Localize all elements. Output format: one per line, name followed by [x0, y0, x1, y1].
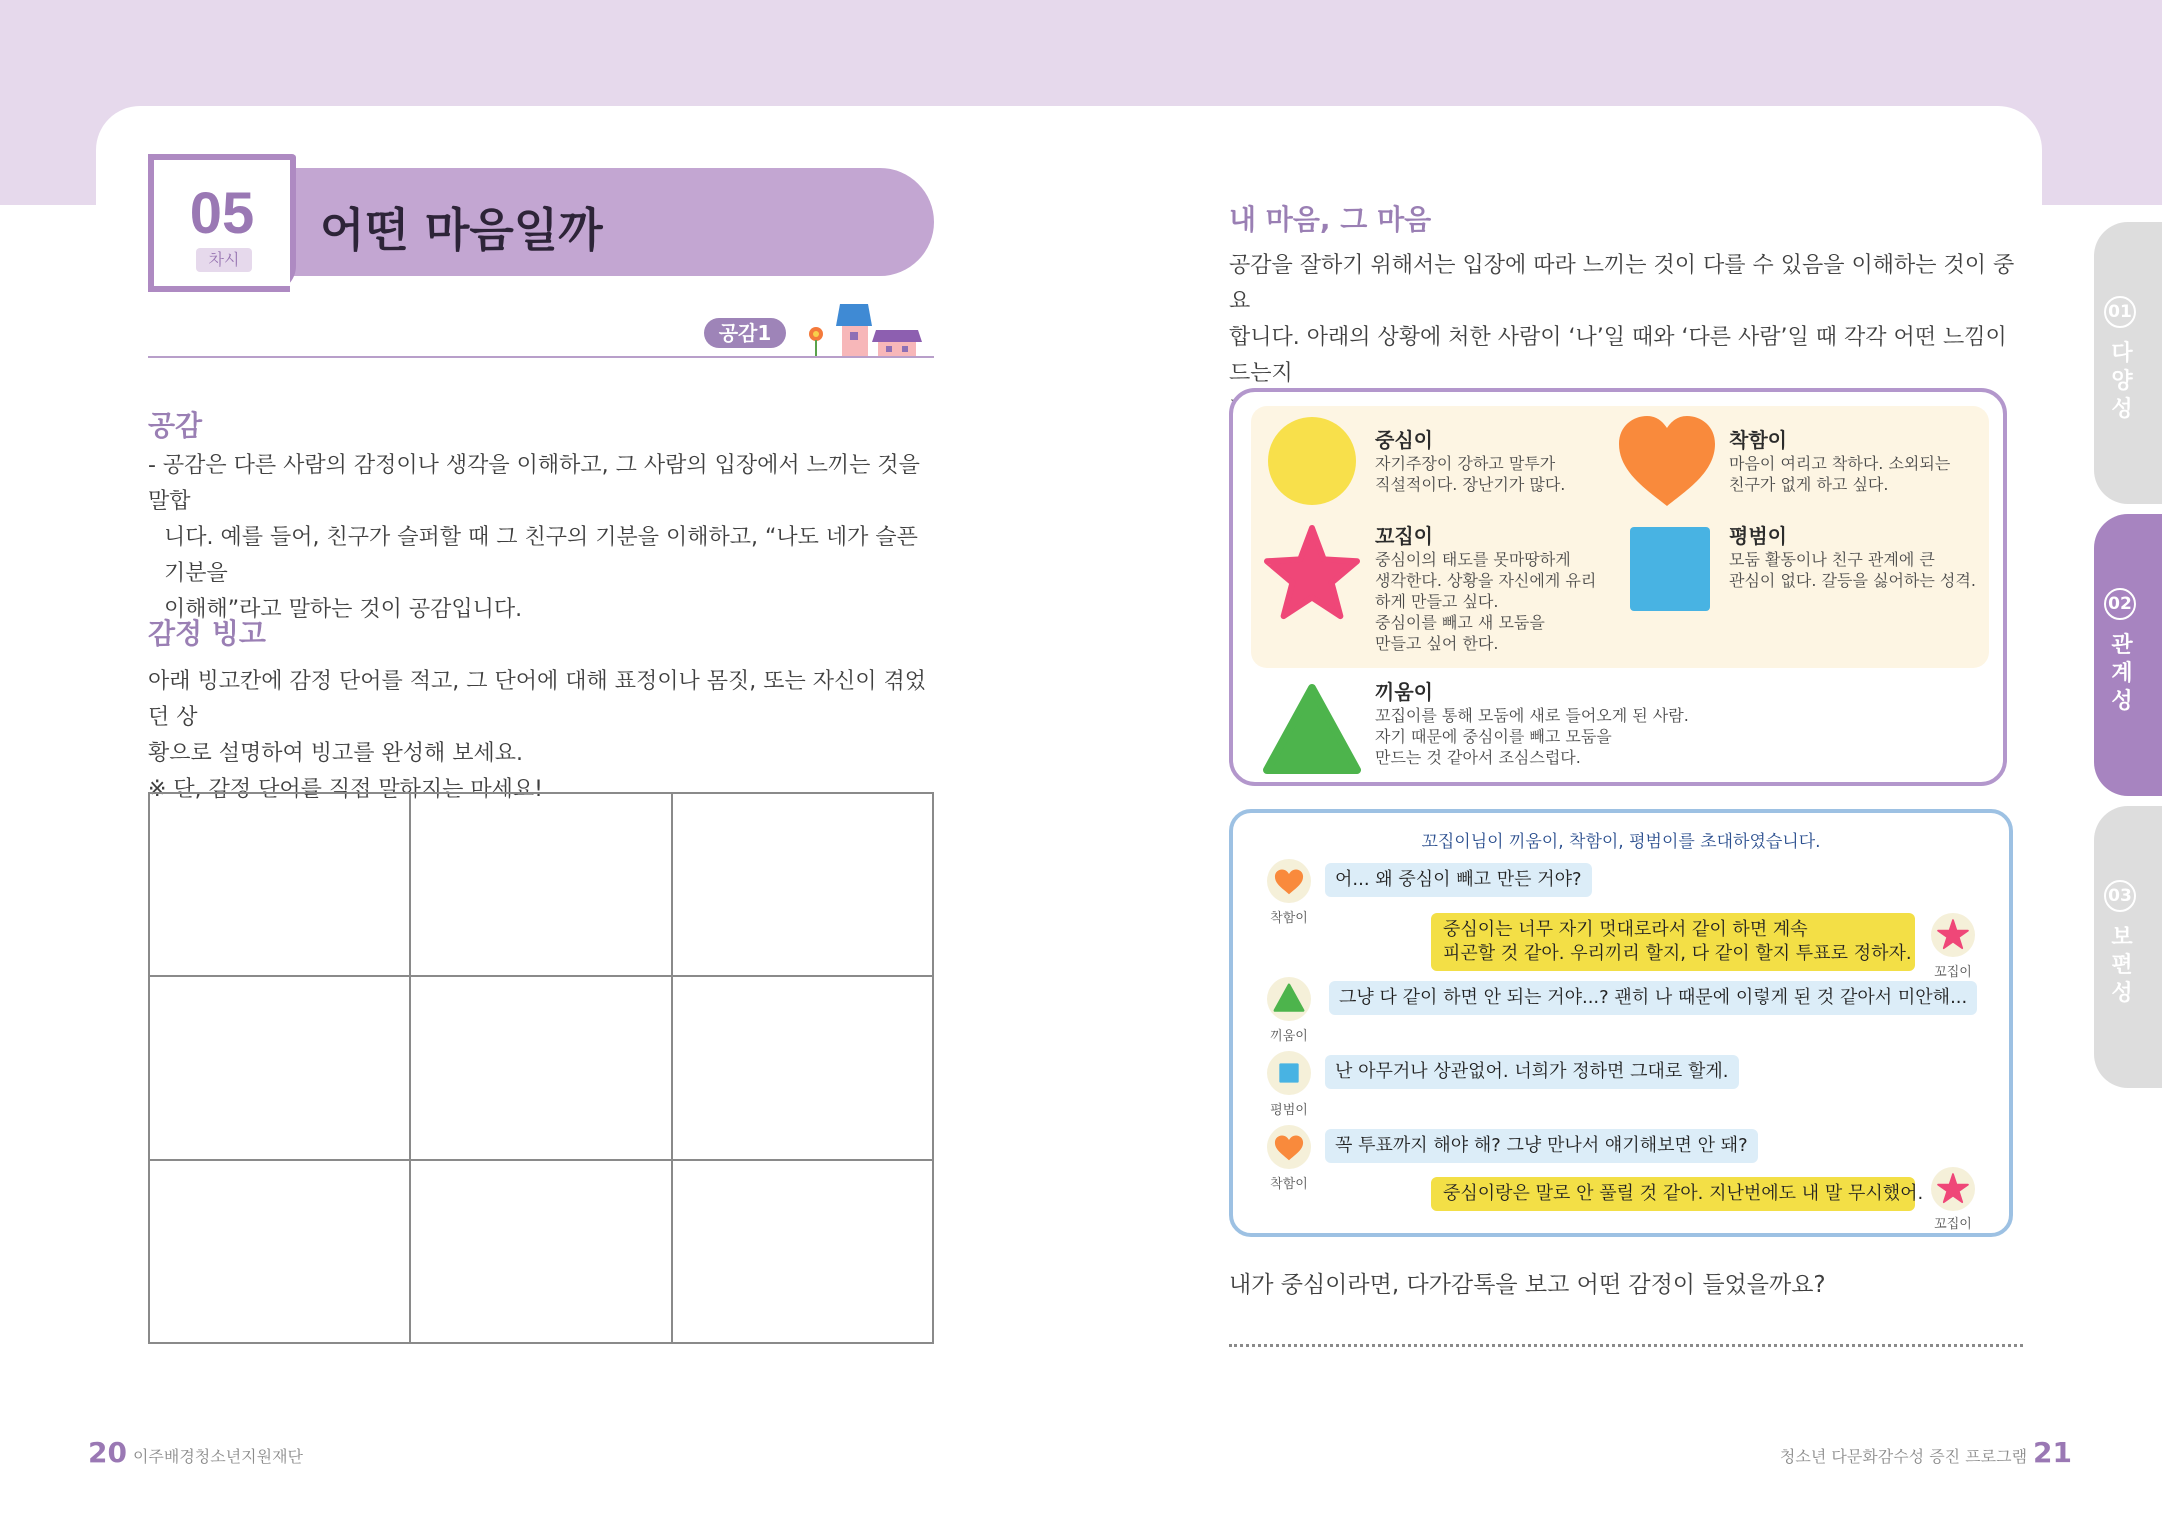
tab-label: 다 양 성	[2111, 341, 2133, 422]
chapter-label: 차시	[196, 248, 252, 272]
chat-message: 난 아무거나 상관없어. 너희가 정하면 그대로 할게.	[1325, 1055, 1739, 1089]
speaker-name: 평범이	[1270, 1103, 1308, 1118]
empathy-text	[148, 448, 938, 628]
page-title: 어떤 마음일까	[320, 203, 603, 257]
tab-number: 03	[2104, 880, 2136, 912]
character-desc: 꼬집이를 통해 모둠에 새로 들어오게 된 사람.	[1375, 706, 1689, 725]
character-name: 꼬집이	[1375, 524, 1433, 548]
bingo-cell[interactable]	[149, 793, 410, 976]
chat-message-own	[1431, 913, 1915, 971]
speaker-name: 착함이	[1270, 911, 1308, 926]
character-desc: 관심이 없다. 갈등을 싫어하는 성격.	[1729, 571, 1976, 590]
character-desc: 자기주장이 강하고 말투가	[1375, 454, 1556, 473]
bingo-instructions	[148, 664, 938, 808]
bingo-cell[interactable]	[672, 1160, 933, 1343]
bingo-grid	[148, 792, 934, 1344]
orange-heart-icon	[1267, 1125, 1311, 1169]
character-desc: 직설적이다. 장난기가 많다.	[1375, 475, 1566, 494]
text-line: 니다. 예를 들어, 친구가 슬퍼할 때 그 친구의 기분을 이해하고, “나도 네가 슬픈 기분을	[164, 525, 918, 586]
section-heading-my-heart: 내 마음, 그 마음	[1229, 203, 1432, 236]
avatar-kkium	[1267, 977, 1311, 1021]
character-desc: 하게 만들고 싶다.	[1375, 592, 1499, 611]
bingo-cell[interactable]	[149, 1160, 410, 1343]
yellow-circle-icon	[1267, 416, 1357, 506]
bingo-cell[interactable]	[149, 976, 410, 1159]
tab-label: 관 계 성	[2111, 633, 2133, 714]
tab-number: 01	[2104, 296, 2136, 328]
character-kkojip	[1375, 520, 1596, 654]
text-line: 황으로 설명하여 빙고를 완성해 보세요.	[148, 741, 523, 766]
page-number: 20	[88, 1436, 127, 1469]
chat-message: 꼭 투표까지 해야 해? 그냥 만나서 얘기해보면 안 돼?	[1325, 1129, 1758, 1163]
village-illustration-icon	[800, 300, 924, 360]
text-line: 공감을 잘하기 위해서는 입장에 따라 느끼는 것이 다를 수 있음을 이해하는 것이 중요	[1229, 253, 2015, 314]
character-panel	[1229, 388, 2007, 786]
answer-line[interactable]	[1229, 1344, 2023, 1347]
character-name: 착함이	[1729, 428, 1787, 452]
pink-star-icon	[1931, 1167, 1975, 1211]
blue-square-icon	[1629, 526, 1711, 612]
character-desc: 마음이 여리고 착하다. 소외되는	[1729, 454, 1951, 473]
section-heading-empathy: 공감	[148, 409, 203, 442]
character-name: 평범이	[1729, 524, 1787, 548]
chat-window	[1229, 809, 2013, 1237]
tab-number: 02	[2104, 588, 2136, 620]
bingo-cell[interactable]	[410, 1160, 671, 1343]
speaker-name: 꼬집이	[1934, 965, 1972, 980]
footer-title: 청소년 다문화감수성 증진 프로그램	[1779, 1447, 2028, 1466]
character-name: 끼움이	[1375, 680, 1433, 704]
speaker-name: 끼움이	[1270, 1029, 1308, 1044]
character-pyeongbeom	[1729, 520, 1976, 591]
avatar-chakham	[1267, 1125, 1311, 1169]
topic-tag: 공감1	[704, 318, 786, 348]
pink-star-icon	[1931, 913, 1975, 957]
chat-message: 어... 왜 중심이 빼고 만든 거야?	[1325, 863, 1592, 897]
footer-right	[1780, 1436, 2072, 1469]
divider	[148, 356, 934, 358]
character-desc: 친구가 없게 하고 싶다.	[1729, 475, 1889, 494]
text-line: 이해해”라고 말하는 것이 공감입니다.	[164, 597, 523, 622]
character-desc: 만들고 싶어 한다.	[1375, 634, 1499, 653]
character-chakham	[1729, 424, 1950, 495]
blue-square-icon	[1267, 1051, 1311, 1095]
chat-header: 꼬집이님이 끼움이, 착함이, 평범이를 초대하였습니다.	[1421, 832, 1821, 852]
text-line: ※ 단, 감정 단어를 직접 말하지는 마세요!	[148, 777, 543, 802]
bingo-cell[interactable]	[410, 793, 671, 976]
side-tab-universality[interactable]	[2094, 806, 2162, 1088]
chat-message: 그냥 다 같이 하면 안 되는 거야...? 괜히 나 때문에 이렇게 된 것 같아서 미안해...	[1329, 981, 1977, 1015]
chat-line: 피곤할 것 같아. 우리끼리 할지, 다 같이 할지 투표로 정하자.	[1443, 943, 1912, 964]
avatar-pyeongbeom	[1267, 1051, 1311, 1095]
text-line: 아래 빙고칸에 감정 단어를 적고, 그 단어에 대해 표정이나 몸짓, 또는 자신이 겪었던 상	[148, 669, 926, 730]
text-line: - 공감은 다른 사람의 감정이나 생각을 이해하고, 그 사람의 입장에서 느끼는 것을 말합	[148, 453, 920, 514]
footer-left	[88, 1436, 303, 1469]
chat-message-own: 중심이랑은 말로 안 풀릴 것 같아. 지난번에도 내 말 무시했어.	[1431, 1177, 1915, 1211]
chapter-number: 05	[189, 181, 255, 246]
pink-star-icon	[1263, 524, 1361, 622]
side-tab-diversity[interactable]	[2094, 222, 2162, 504]
page-number: 21	[2033, 1436, 2072, 1469]
character-desc: 중심이를 빼고 새 모둠을	[1375, 613, 1545, 632]
footer-org: 이주배경청소년지원재단	[132, 1447, 303, 1466]
speaker-name: 착함이	[1270, 1177, 1308, 1192]
green-triangle-icon	[1267, 977, 1311, 1021]
character-kkium	[1375, 676, 1689, 768]
bingo-cell[interactable]	[410, 976, 671, 1159]
side-tab-relationship[interactable]	[2094, 514, 2162, 796]
orange-heart-icon	[1267, 859, 1311, 903]
character-desc: 만드는 것 같아서 조심스럽다.	[1375, 748, 1581, 767]
character-desc: 자기 때문에 중심이를 빼고 모둠을	[1375, 727, 1612, 746]
avatar-chakham	[1267, 859, 1311, 903]
title-banner	[284, 168, 934, 276]
character-desc: 중심이의 태도를 못마땅하게	[1375, 550, 1571, 569]
green-triangle-icon	[1263, 682, 1361, 776]
text-line: 합니다. 아래의 상황에 처한 사람이 ‘나’일 때와 ‘다른 사람’일 때 각각 어떤 느낌이 드는지	[1229, 325, 2007, 386]
avatar-kkojip	[1931, 1167, 1975, 1211]
character-name: 중심이	[1375, 428, 1433, 452]
orange-heart-icon	[1617, 414, 1717, 510]
reflection-question: 내가 중심이라면, 다가감톡을 보고 어떤 감정이 들었을까요?	[1229, 1272, 1826, 1298]
speaker-name: 꼬집이	[1934, 1217, 1972, 1232]
chapter-badge	[148, 154, 290, 292]
chat-line: 중심이는 너무 자기 멋대로라서 같이 하면 계속	[1443, 919, 1808, 940]
character-desc: 생각한다. 상황을 자신에게 유리	[1375, 571, 1597, 590]
tab-label: 보 편 성	[2111, 925, 2133, 1006]
section-heading-bingo: 감정 빙고	[148, 617, 266, 650]
character-desc: 모둠 활동이나 친구 관계에 큰	[1729, 550, 1935, 569]
bingo-cell[interactable]	[672, 976, 933, 1159]
avatar-kkojip	[1931, 913, 1975, 957]
bingo-cell[interactable]	[672, 793, 933, 976]
character-jungsim	[1375, 424, 1565, 495]
